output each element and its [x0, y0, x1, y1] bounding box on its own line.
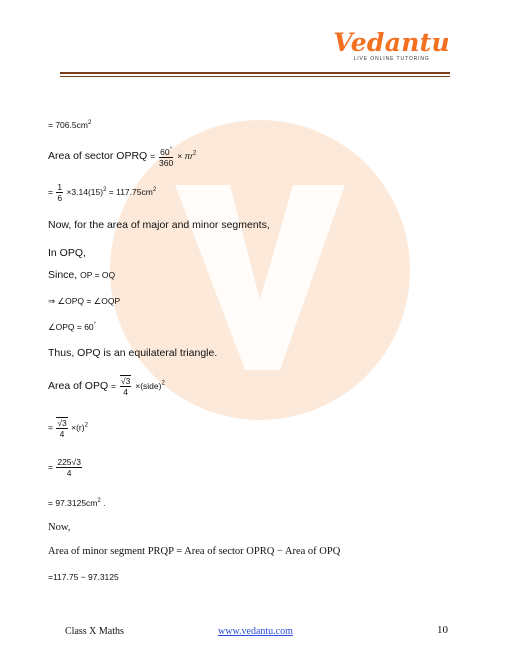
- line-minor-segment-calc: =117.75 − 97.3125: [48, 572, 119, 582]
- line-minor-segment: Area of minor segment PRQP = Area of sector OPRQ − Area of OPQ: [48, 546, 341, 557]
- line-since: Since, OP = OQ: [48, 269, 116, 281]
- header-rule-thin: [60, 76, 450, 77]
- line-sector-formula: Area of sector OPRQ = $\frac{60^\circ}{360}$ × $\pi r^2$: [48, 146, 197, 168]
- line-angle-60: ∠OPQ = 60°: [48, 322, 97, 332]
- vedantu-logo: [333, 30, 450, 62]
- line-angles-equal: ⇒ ∠OPQ = ∠OQP: [48, 296, 121, 306]
- line-area-opq-formula: Area of OPQ = $\frac{√3}{4}$ ×(side)$^2$: [48, 376, 165, 397]
- line-area-opq-r: = $\frac{√3}{4}$ $\times(r)^2$: [48, 418, 88, 439]
- line-sector-result: = $\frac{1}{6}$ $\times 3.14(15)^2 = 117.75cm^2$: [48, 182, 157, 203]
- line-in-opq: In OPQ,: [48, 247, 86, 259]
- footer-website-link[interactable]: www.vedantu.com: [218, 626, 293, 637]
- footer-class-label: Class X Maths: [65, 626, 124, 637]
- line-segments-intro: Now, for the area of major and minor segments,: [48, 219, 270, 231]
- line-area-opq-result: = $97.3125cm^2$ .: [48, 498, 106, 508]
- line-equilateral: Thus, OPQ is an equilateral triangle.: [48, 347, 218, 359]
- line-area-opq-value: = $\frac{225√3}{4}$: [48, 457, 81, 478]
- page-number: 10: [437, 624, 448, 636]
- logo-tagline: LIVE ONLINE TUTORING: [353, 56, 430, 62]
- line-now: Now,: [48, 522, 71, 533]
- header-rule: [60, 72, 450, 74]
- line-result-area-circle: = $706.5cm^2$: [48, 120, 92, 130]
- logo-brand: Vedantu: [333, 28, 450, 57]
